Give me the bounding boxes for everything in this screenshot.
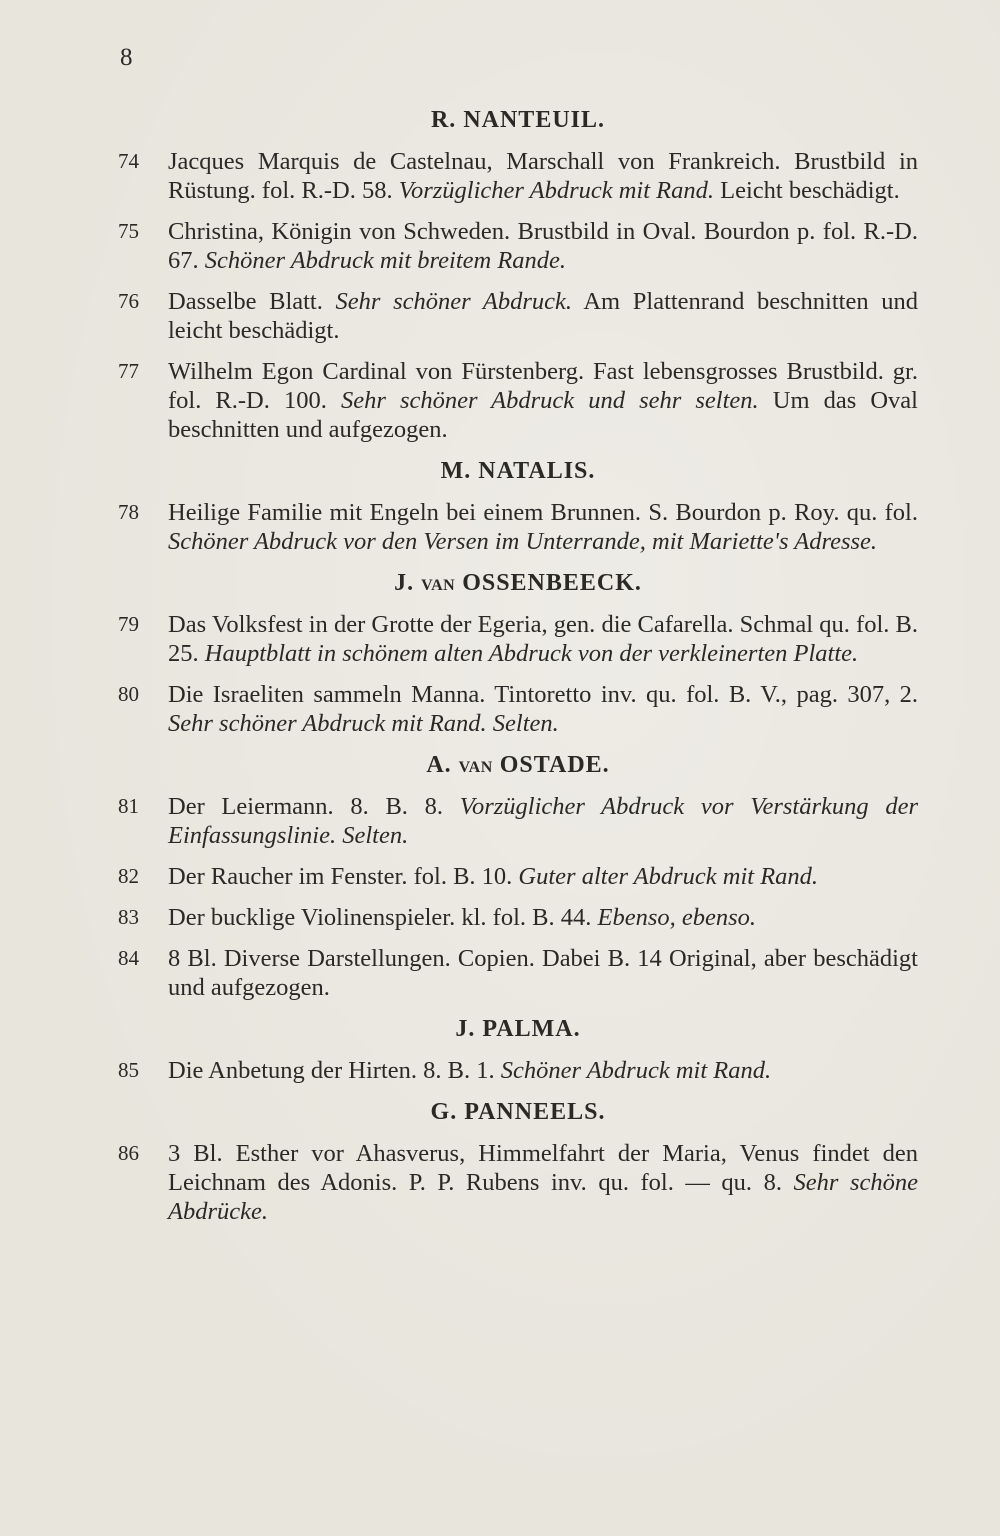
entry-number: 83 <box>118 905 139 929</box>
page-number: 8 <box>120 44 133 71</box>
entry-number: 81 <box>118 794 139 818</box>
catalog-entry-76: 76 Dasselbe Blatt. Sehr schöner Abdruck. Am Plattenrand beschnitten und leicht beschädigt. <box>118 288 918 344</box>
section-heading-ostade: A. VAN OSTADE. <box>426 752 610 778</box>
catalog-content <box>118 105 918 1226</box>
entry-number: 76 <box>118 289 139 313</box>
section-heading-natalis: M. NATALIS. <box>440 458 596 484</box>
catalog-entry-81: 81 Der Leiermann. 8. B. 8. Vorzüglicher Abdruck vor Verstärkung der Einfassungslinie. Selten. <box>118 793 918 849</box>
catalog-entry-79: 79 Das Volksfest in der Grotte der Egeria, gen. die Cafarella. Schmal qu. fol. B. 25. Hauptblatt in schönem alten Abdruck von der verkleinerten Platte. <box>118 611 918 667</box>
entry-number: 78 <box>118 500 139 524</box>
section-heading-ossenbeeck: J. VAN OSSENBEECK. <box>394 570 642 596</box>
catalog-entry-74: 74 Jacques Marquis de Castelnau, Marschall von Frankreich. Brustbild in Rüstung. fol. R.-D. 58. Vorzüglicher Abdruck mit Rand. Leicht beschädigt. <box>118 148 918 204</box>
catalog-entry-82: 82 Der Raucher im Fenster. fol. B. 10. Guter alter Abdruck mit Rand. <box>118 863 819 890</box>
entry-number: 79 <box>118 612 139 636</box>
entry-number: 77 <box>118 359 139 383</box>
entry-number: 86 <box>118 1141 139 1165</box>
entry-number: 85 <box>118 1058 139 1082</box>
entry-number: 75 <box>118 219 139 243</box>
catalog-entry-75: 75 Christina, Königin von Schweden. Brustbild in Oval. Bourdon p. fol. R.-D. 67. Schöner Abdruck mit breitem Rande. <box>118 218 918 274</box>
catalog-entry-85: 85 Die Anbetung der Hirten. 8. B. 1. Schöner Abdruck mit Rand. <box>118 1057 772 1084</box>
catalog-entry-86: 86 3 Bl. Esther vor Ahasverus, Himmelfahrt der Maria, Venus findet den Leichnam des Adonis. P. P. Rubens inv. qu. fol. — qu. 8. Sehr schöne Abdrücke. <box>118 1140 918 1225</box>
catalog-entry-84: 84 8 Bl. Diverse Darstellungen. Copien. Dabei B. 14 Original, aber beschädigt und aufgezogen. <box>118 945 918 1001</box>
section-heading-palma: J. PALMA. <box>455 1016 581 1042</box>
entry-number: 74 <box>118 149 139 173</box>
entry-number: 80 <box>118 682 139 706</box>
catalog-entry-78: 78 Heilige Familie mit Engeln bei einem Brunnen. S. Bourdon p. Roy. qu. fol. Schöner Abdruck vor den Versen im Unterrande, mit Mariette's Adresse. <box>118 499 918 555</box>
catalog-entry-83: 83 Der bucklige Violinenspieler. kl. fol. B. 44. Ebenso, ebenso. <box>118 904 757 931</box>
catalog-entry-80: 80 Die Israeliten sammeln Manna. Tintoretto inv. qu. fol. B. V., pag. 307, 2. Sehr schöner Abdruck mit Rand. Selten. <box>118 681 918 737</box>
section-heading-panneels: G. PANNEELS. <box>430 1099 606 1125</box>
entry-number: 84 <box>118 946 139 970</box>
catalog-entry-77: 77 Wilhelm Egon Cardinal von Fürstenberg. Fast lebensgrosses Brustbild. gr. fol. R.-D. 100. Sehr schöner Abdruck und sehr selten. Um das Oval beschnitten und aufgezogen. <box>118 358 918 443</box>
section-heading-nanteuil: R. NANTEUIL. <box>430 107 606 133</box>
entry-number: 82 <box>118 864 139 888</box>
